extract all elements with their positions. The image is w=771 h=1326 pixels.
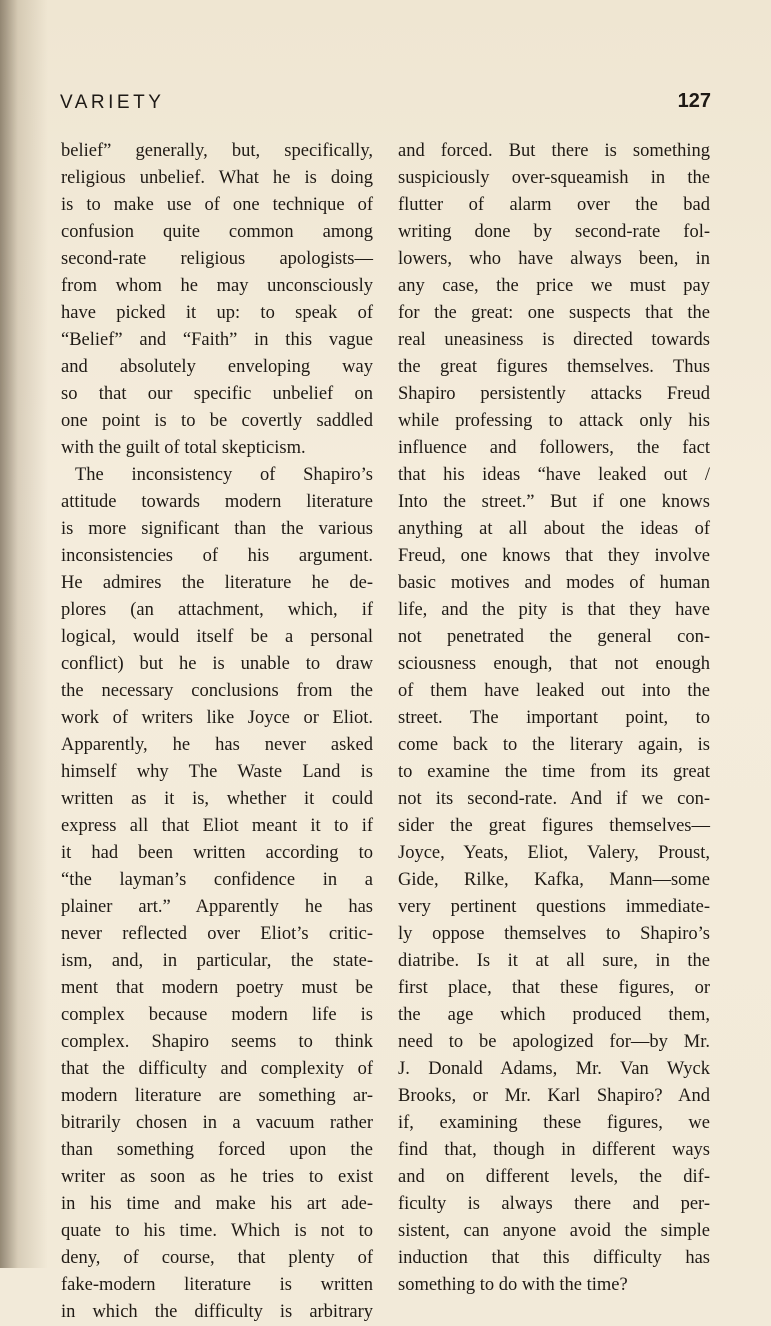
text-line: Shapiro persistently attacks Freud [398, 384, 710, 404]
text-line: religious unbelief. What he is doing [61, 168, 373, 188]
text-line: Freud, one knows that they involve [398, 546, 710, 566]
text-line: one point is to be covertly saddled [61, 411, 373, 431]
text-line: diatribe. Is it at all sure, in the [398, 951, 710, 971]
text-line: sciousness enough, that not enough [398, 654, 710, 674]
text-line: Apparently, he has never asked [61, 735, 373, 755]
text-line: and forced. But there is something [398, 141, 710, 161]
text-line: modern literature are something ar- [61, 1086, 373, 1106]
text-line: ly oppose themselves to Shapiro’s [398, 924, 710, 944]
text-line: confusion quite common among [61, 222, 373, 242]
text-line: inconsistencies of his argument. [61, 546, 373, 566]
text-line: flutter of alarm over the bad [398, 195, 710, 215]
text-line: real uneasiness is directed towards [398, 330, 710, 350]
text-line: never reflected over Eliot’s critic- [61, 924, 373, 944]
text-line: “Belief” and “Faith” in this vague [61, 330, 373, 350]
text-line: need to be apologized for—by Mr. [398, 1032, 710, 1052]
text-line: and absolutely enveloping way [61, 357, 373, 377]
text-line: work of writers like Joyce or Eliot. [61, 708, 373, 728]
text-line: anything at all about the ideas of [398, 519, 710, 539]
text-line: first place, that these figures, or [398, 978, 710, 998]
text-line: lowers, who have always been, in [398, 249, 710, 269]
text-line: to examine the time from its great [398, 762, 710, 782]
text-line: Gide, Rilke, Kafka, Mann—some [398, 870, 710, 890]
text-line: in his time and make his art ade- [61, 1194, 373, 1214]
text-line: the great figures themselves. Thus [398, 357, 710, 377]
text-line: sider the great figures themselves— [398, 816, 710, 836]
text-line: complex. Shapiro seems to think [61, 1032, 373, 1052]
right-text-column [398, 138, 710, 1299]
text-line: it had been written according to [61, 843, 373, 863]
page-number: 127 [677, 90, 711, 112]
text-line: is more significant than the various [61, 519, 373, 539]
text-line: street. The important point, to [398, 708, 710, 728]
text-line: with the guilt of total skepticism. [61, 438, 306, 458]
left-text-column [61, 138, 373, 1326]
text-line: written as it is, whether it could [61, 789, 373, 809]
text-line: plores (an attachment, which, if [61, 600, 373, 620]
text-line: bitrarily chosen in a vacuum rather [61, 1113, 373, 1133]
text-line: He admires the literature he de- [61, 573, 373, 593]
text-line: in which the difficulty is arbitrary [61, 1302, 373, 1322]
text-line: very pertinent questions immediate- [398, 897, 710, 917]
text-line: himself why The Waste Land is [61, 762, 373, 782]
text-line: is to make use of one technique of [61, 195, 373, 215]
text-line: the age which produced them, [398, 1005, 710, 1025]
text-line: something to do with the time? [398, 1275, 628, 1295]
text-line: sistent, can anyone avoid the simple [398, 1221, 710, 1241]
text-line: not penetrated the general con- [398, 627, 710, 647]
text-line: Into the street.” But if one knows [398, 492, 710, 512]
text-line: come back to the literary again, is [398, 735, 710, 755]
page-header [60, 88, 710, 128]
text-line: fake-modern literature is written [61, 1275, 373, 1295]
text-line: The inconsistency of Shapiro’s [75, 465, 373, 485]
text-line: so that our specific unbelief on [61, 384, 373, 404]
text-line: suspiciously over-squeamish in the [398, 168, 710, 188]
running-head: VARIETY [60, 92, 165, 113]
text-line: belief” generally, but, specifically, [61, 141, 373, 161]
text-line: plainer art.” Apparently he has [61, 897, 373, 917]
text-line: ficulty is always there and per- [398, 1194, 710, 1214]
text-line: express all that Eliot meant it to if [61, 816, 373, 836]
text-line: find that, though in different ways [398, 1140, 710, 1160]
text-line: attitude towards modern literature [61, 492, 373, 512]
text-line: the necessary conclusions from the [61, 681, 373, 701]
text-line: influence and followers, the fact [398, 438, 710, 458]
text-line: conflict) but he is unable to draw [61, 654, 373, 674]
text-line: and on different levels, the dif- [398, 1167, 710, 1187]
text-line: deny, of course, that plenty of [61, 1248, 373, 1268]
text-line: not its second-rate. And if we con- [398, 789, 710, 809]
text-line: from whom he may unconsciously [61, 276, 373, 296]
text-line: for the great: one suspects that the [398, 303, 710, 323]
text-line: that the difficulty and complexity of [61, 1059, 373, 1079]
text-line: than something forced upon the [61, 1140, 373, 1160]
text-line: of them have leaked out into the [398, 681, 710, 701]
text-line: ism, and, in particular, the state- [61, 951, 373, 971]
text-line: writing done by second-rate fol- [398, 222, 710, 242]
text-line: complex because modern life is [61, 1005, 373, 1025]
text-line: Brooks, or Mr. Karl Shapiro? And [398, 1086, 710, 1106]
text-line: J. Donald Adams, Mr. Van Wyck [398, 1059, 710, 1079]
text-line: ment that modern poetry must be [61, 978, 373, 998]
text-line: logical, would itself be a personal [61, 627, 373, 647]
text-line: “the layman’s confidence in a [61, 870, 373, 890]
text-line: second-rate religious apologists— [61, 249, 373, 269]
text-line: quate to his time. Which is not to [61, 1221, 373, 1241]
text-line: if, examining these figures, we [398, 1113, 710, 1133]
text-line: any case, the price we must pay [398, 276, 710, 296]
text-line: induction that this difficulty has [398, 1248, 710, 1268]
text-line: while professing to attack only his [398, 411, 710, 431]
text-line: basic motives and modes of human [398, 573, 710, 593]
text-line: have picked it up: to speak of [61, 303, 373, 323]
text-line: life, and the pity is that they have [398, 600, 710, 620]
text-line: that his ideas “have leaked out / [398, 465, 710, 485]
text-line: writer as soon as he tries to exist [61, 1167, 373, 1187]
text-line: Joyce, Yeats, Eliot, Valery, Proust, [398, 843, 710, 863]
